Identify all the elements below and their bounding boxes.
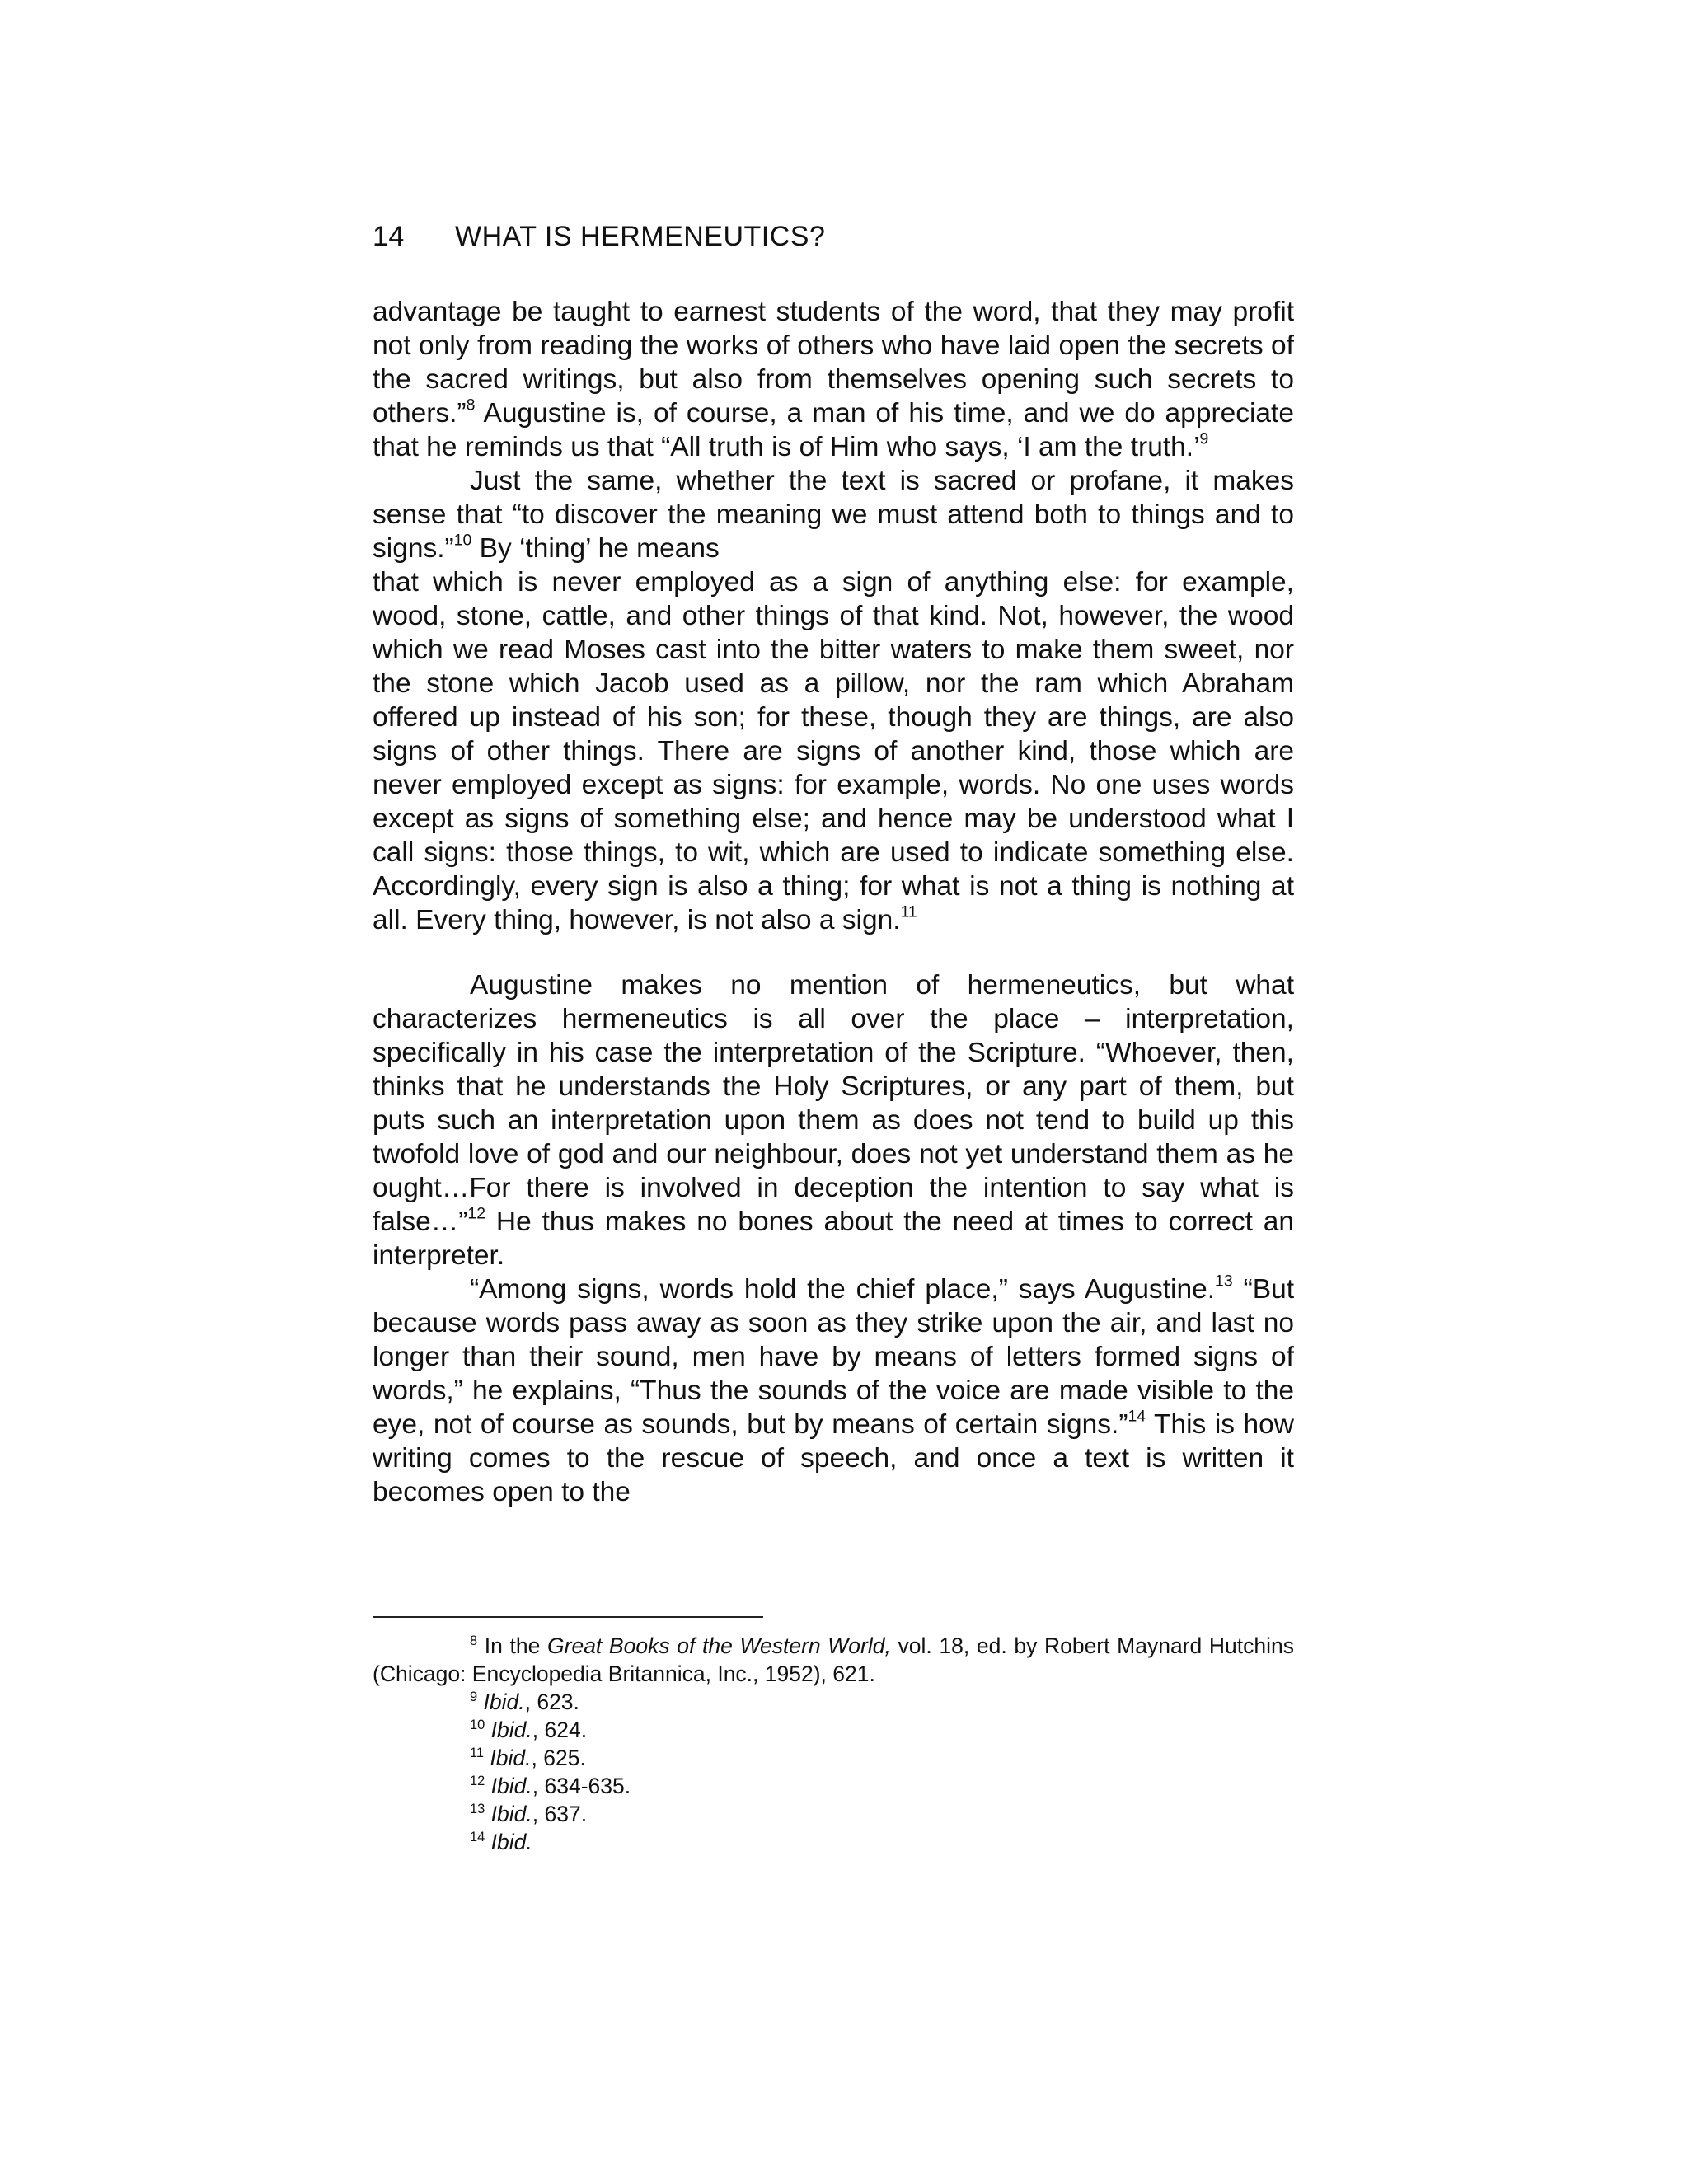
paragraph-text: “But because words pass away as soon as they strike upon the air, and last no longer than their sound, men have by means of letters formed signs of words,” he explains, “Thus the sounds of the voice are made visible to the eye, not of course as sounds, but by means of certain signs.” [373, 1274, 1295, 1440]
footnote [373, 1772, 1294, 1800]
paragraph-text: He thus makes no bones about the need at times to correct an interpreter. [373, 1207, 1294, 1271]
footnote [373, 1828, 1294, 1856]
document-page [373, 0, 1294, 2184]
footnote-text: , 623. [524, 1690, 579, 1714]
paragraph-continued [373, 295, 1294, 464]
footnote [373, 1800, 1294, 1828]
footnote-text: vol. 18, ed. by Robert Maynard Hutchins (Chicago: Encyclopedia Britannica, Inc., 1952), 621. [373, 1633, 1294, 1686]
footnote-text [485, 1718, 490, 1742]
footnotes [373, 1632, 1294, 1856]
paragraph [373, 968, 1294, 1272]
footnote-text [477, 1690, 483, 1714]
footnote-text: , 624. [532, 1718, 588, 1742]
footnote-number: 9 [470, 1690, 478, 1705]
footnote-number: 11 [470, 1746, 485, 1761]
footnote-ref[interactable]: 9 [1199, 429, 1209, 448]
footnote-text: , 634-635. [532, 1774, 631, 1798]
paragraph-text: Augustine is, of course, a man of his time, and we do appreciate that he reminds us that “All truth is of Him who says, ‘I am the truth.’ [373, 398, 1294, 462]
footnote-number: 13 [470, 1802, 485, 1817]
quote-text: that which is never employed as a sign of anything else: for example, wood, stone, cattle, and other things of that kind. Not, however, the wood which we read Moses cast into the bitter waters to make them sweet, nor the stone which Jacob used as a pillow, nor the ram which Abraham offered up instead of his son; for these, though they are things, are also signs of other things. There are signs of another kind, those which are never employed except as signs: for example, words. No one uses words except as signs of something else; and hence may be understood what I call signs: those things, to wit, which are used to indicate something else. Accordingly, every sign is also a thing; for what is not a thing is nothing at all. Every thing, however, is not also a sign. [373, 567, 1294, 935]
footnote-text [485, 1802, 490, 1826]
footnote-text: In the [477, 1633, 548, 1658]
footnote-title: Ibid. [490, 1774, 532, 1798]
page-number: 14 [373, 221, 405, 252]
footnote-number: 14 [470, 1830, 485, 1845]
paragraph-text: This is how writing comes to the rescue of speech, and once a text is written it becomes open to the [373, 1409, 1294, 1507]
footnote-number: 10 [470, 1718, 485, 1733]
footnote [373, 1688, 1294, 1716]
footnote-title: Ibid. [490, 1830, 532, 1854]
footnote-title: Ibid. [490, 1718, 532, 1742]
running-title: WHAT IS HERMENEUTICS? [455, 221, 826, 252]
footnote-title: Ibid. [490, 1746, 532, 1770]
paragraph-text: By ‘thing’ he means [479, 533, 720, 564]
paragraph-text: Just the same, whether the text is sacred or profane, it makes sense that “to discover the meaning we must attend both to things and to signs.” [373, 466, 1294, 564]
footnote-ref[interactable]: 8 [466, 396, 476, 415]
footnote-ref[interactable]: 13 [1215, 1272, 1233, 1291]
footnote [373, 1716, 1294, 1744]
footnote [373, 1632, 1294, 1688]
footnote-title: Great Books of the Western World, [547, 1633, 891, 1658]
footnote-text: , 637. [532, 1802, 588, 1826]
footnote-title: Ibid. [490, 1802, 532, 1826]
footnote-text: , 625. [531, 1746, 586, 1770]
paragraph-text: Augustine makes no mention of hermeneutics, but what characterizes hermeneutics is all over the place – interpretation, specifically in his case the interpretation of the Scripture. “Whoever, then, thinks that he understands the Holy Scriptures, or any part of them, but puts such an interpretation upon them as does not tend to build up this twofold love of god and our neighbour, does not yet understand them as he ought…For there is involved in deception the intention to say what is false…” [373, 970, 1294, 1237]
footnote [373, 1744, 1294, 1772]
footnote-ref[interactable]: 12 [467, 1204, 486, 1223]
footnote-number: 12 [470, 1774, 485, 1789]
footnote-title: Ibid. [483, 1690, 525, 1714]
paragraph [373, 464, 1294, 565]
footnote-ref[interactable]: 10 [453, 531, 472, 550]
running-header [373, 221, 825, 253]
block-quote [373, 565, 1294, 937]
footnote-ref[interactable]: 11 [900, 902, 917, 921]
body-text [373, 295, 1294, 1509]
footnote-text [485, 1830, 490, 1854]
footnote-divider [373, 1616, 763, 1618]
paragraph-text: “Among signs, words hold the chief place,” says Augustine. [470, 1274, 1216, 1305]
paragraph-text: advantage be taught to earnest students of the word, that they may profit not only from reading the works of others who have laid open the secrets of the sacred writings, but also from themselves opening such secrets to others.” [373, 297, 1294, 429]
paragraph [373, 1272, 1294, 1509]
footnote-number: 8 [470, 1633, 478, 1649]
footnote-ref[interactable]: 14 [1128, 1407, 1146, 1426]
footnote-text [485, 1774, 490, 1798]
